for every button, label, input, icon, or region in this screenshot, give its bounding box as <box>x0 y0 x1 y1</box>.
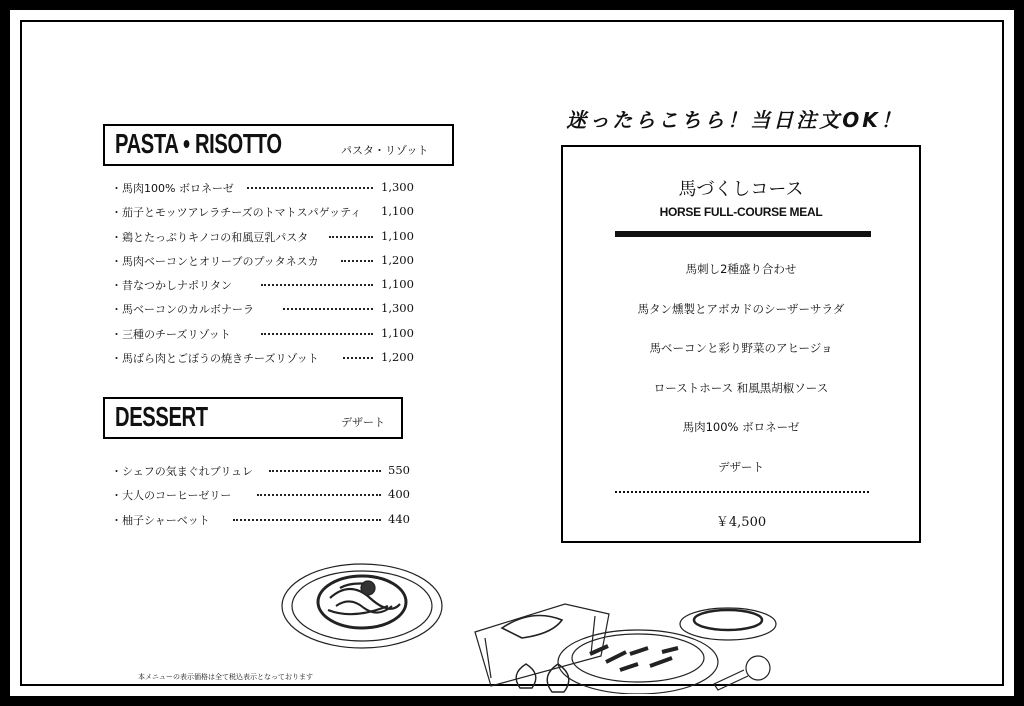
pasta-heading <box>103 124 454 166</box>
tax-footnote: 本メニューの表示価格は全て税込表示となっております <box>138 673 313 681</box>
menu-page <box>10 10 1014 696</box>
dot-leader <box>341 260 373 262</box>
menu-item-name: ・三種のチーズリゾット <box>111 327 231 341</box>
menu-item-name: ・茄子とモッツアレラチーズのトマトスパゲッティ <box>111 206 362 220</box>
menu-item-name: ・馬ばら肉とごぼうの焼きチーズリゾット <box>111 352 319 366</box>
menu-item-name: ・昔なつかしナポリタン <box>111 279 232 293</box>
dessert-menu-list <box>111 463 441 536</box>
course-dotted-divider <box>615 491 869 493</box>
dessert-heading-jp: デザート <box>341 416 385 429</box>
course-price: ￥4,500 <box>715 515 767 530</box>
menu-item-name: ・馬ベーコンのカルボナーラ <box>111 303 254 317</box>
menu-item-price: 1,300 <box>381 180 414 194</box>
dessert-heading-en: DESSERT <box>115 401 208 432</box>
course-panel <box>561 145 921 543</box>
menu-item <box>111 301 441 325</box>
course-item: ローストホース 和風黒胡椒ソース <box>653 380 829 395</box>
menu-item <box>111 463 441 487</box>
dot-leader <box>329 236 373 238</box>
course-item: デザート <box>718 459 764 474</box>
food-sketch-illustration-icon <box>270 558 790 694</box>
dot-leader <box>269 470 381 472</box>
dot-leader <box>233 519 381 521</box>
course-item: 馬タン燻製とアボカドのシーザーサラダ <box>637 301 845 316</box>
menu-item <box>111 350 441 374</box>
dessert-heading <box>103 397 403 439</box>
menu-item <box>111 253 441 277</box>
menu-item-price: 1,200 <box>381 252 414 267</box>
course-item: 馬刺し2種盛り合わせ <box>685 262 797 276</box>
menu-item <box>111 180 441 204</box>
dot-leader <box>283 308 373 310</box>
menu-item <box>111 326 441 350</box>
menu-item-price: 1,100 <box>381 325 414 340</box>
menu-item-price: 1,200 <box>381 350 414 365</box>
menu-item <box>111 204 441 228</box>
course-item-list <box>563 261 919 499</box>
menu-item <box>111 229 441 253</box>
menu-item-price: 1,300 <box>381 301 414 316</box>
menu-item-name: ・大人のコーヒーゼリー <box>111 489 232 503</box>
menu-item-price: 1,100 <box>381 277 414 292</box>
menu-item-price: 550 <box>388 463 410 477</box>
menu-item <box>111 487 441 511</box>
menu-item-price: 1,100 <box>381 204 414 219</box>
dot-leader <box>261 333 373 335</box>
menu-item-name: ・シェフの気まぐれブリュレ <box>111 465 254 478</box>
menu-item-price: 400 <box>388 487 410 502</box>
course-item: 馬肉100% ボロネーゼ <box>682 420 800 435</box>
menu-item-price: 440 <box>388 511 410 526</box>
course-subtitle: HORSE FULL-COURSE MEAL <box>659 205 823 219</box>
course-catchphrase: 迷ったらこちら！当日注文OK！ <box>566 108 904 132</box>
menu-item-name: ・柚子シャーベット <box>111 513 210 527</box>
menu-item <box>111 512 441 536</box>
dot-leader <box>257 494 381 496</box>
course-title: 馬づくしコース <box>678 179 804 200</box>
dot-leader <box>247 187 373 189</box>
menu-item-price: 1,100 <box>381 228 414 243</box>
menu-item-name: ・馬肉ベーコンとオリーブのプッタネスカ <box>111 254 319 268</box>
pasta-menu-list <box>111 180 441 374</box>
pasta-heading-en: PASTA • RISOTTO <box>115 128 282 159</box>
menu-item <box>111 277 441 301</box>
menu-item-name: ・馬肉100% ボロネーゼ <box>111 182 234 195</box>
dot-leader <box>261 284 373 286</box>
menu-item-name: ・鶏とたっぷりキノコの和風豆乳パスタ <box>111 230 309 244</box>
dot-leader <box>343 357 373 359</box>
pasta-heading-jp: パスタ・リゾット <box>341 144 429 157</box>
course-title-underline <box>615 231 871 237</box>
course-item: 馬ベーコンと彩り野菜のアヒージョ <box>649 341 833 356</box>
